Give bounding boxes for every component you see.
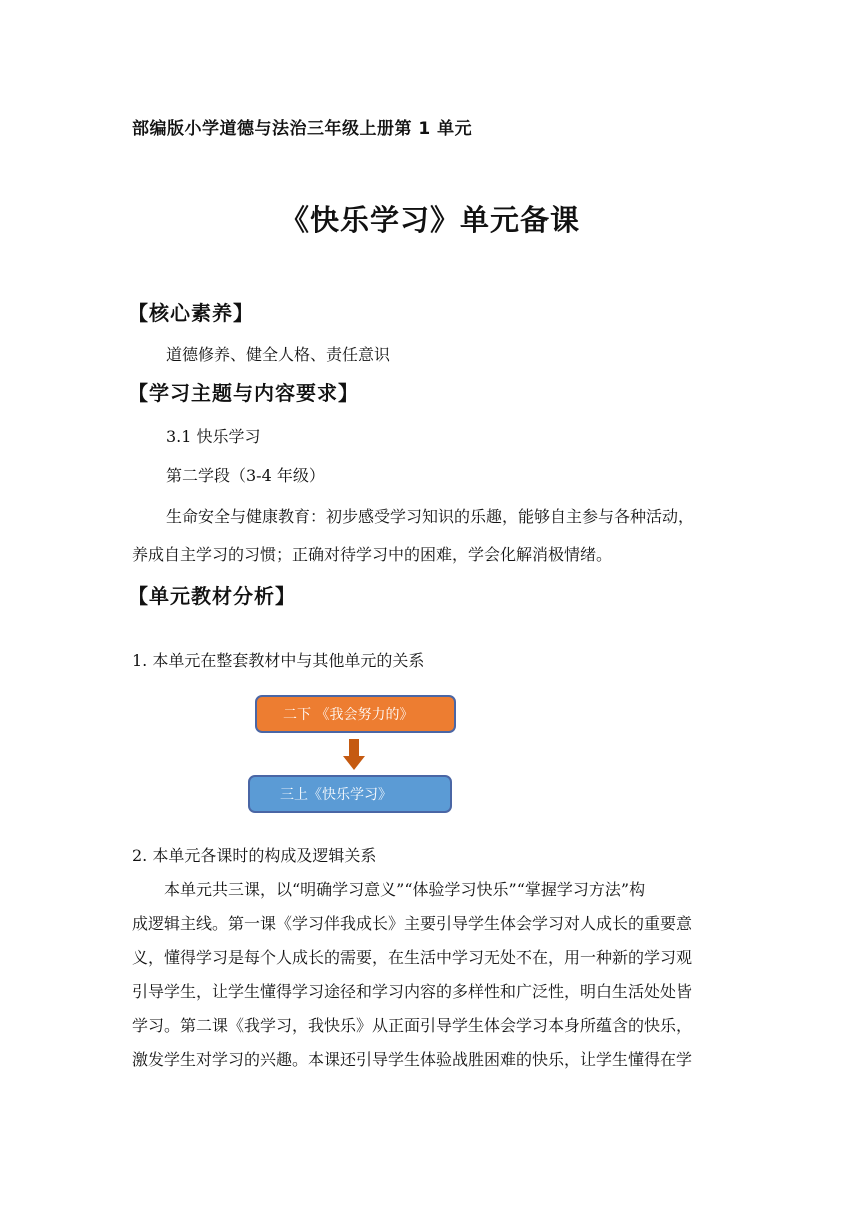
heading-unit-analysis: 【单元教材分析】	[128, 584, 296, 608]
core-literacy-text: 道德修养、健全人格、责任意识	[166, 345, 391, 364]
heading-learning-theme: 【学习主题与内容要求】	[128, 381, 359, 405]
analysis-paragraph	[132, 873, 732, 1077]
para-line: 义，懂得学习是每个人成长的需要，在生活中学习无处不在，用一种新的学习观	[132, 948, 693, 967]
arrow-shaft	[349, 739, 359, 757]
document-title: 《快乐学习》单元备课	[279, 203, 580, 237]
diagram-box-current-unit: 三上《快乐学习》	[248, 775, 452, 813]
theme-para-line-2: 养成自主学习的习惯；正确对待学习中的困难，学会化解消极情绪。	[132, 545, 613, 564]
analysis-item-2: 2. 本单元各课时的构成及逻辑关系	[132, 846, 377, 865]
para-line: 引导学生，让学生懂得学习途径和学习内容的多样性和广泛性，明白生活处处皆	[132, 982, 693, 1001]
theme-line-2: 第二学段（3-4 年级）	[166, 466, 325, 485]
analysis-item-1: 1. 本单元在整套教材中与其他单元的关系	[132, 651, 425, 670]
heading-core-literacy: 【核心素养】	[128, 301, 254, 325]
document-subtitle: 部编版小学道德与法治三年级上册第 1 单元	[132, 119, 473, 139]
down-arrow-icon	[342, 739, 366, 771]
para-line: 学习。第二课《我学习，我快乐》从正面引导学生体会学习本身所蕴含的快乐，	[132, 1016, 693, 1035]
para-line: 激发学生对学习的兴趣。本课还引导学生体验战胜困难的快乐，让学生懂得在学	[132, 1050, 693, 1069]
para-line: 本单元共三课，以“明确学习意义”“体验学习快乐”“掌握学习方法”构	[164, 880, 646, 899]
arrow-head	[343, 756, 365, 770]
para-line: 成逻辑主线。第一课《学习伴我成长》主要引导学生体会学习对人成长的重要意	[132, 914, 693, 933]
theme-line-1: 3.1 快乐学习	[166, 427, 261, 446]
diagram-box-previous-unit: 二下 《我会努力的》	[255, 695, 456, 733]
theme-para-line-1: 生命安全与健康教育：初步感受学习知识的乐趣，能够自主参与各种活动，	[166, 507, 695, 526]
